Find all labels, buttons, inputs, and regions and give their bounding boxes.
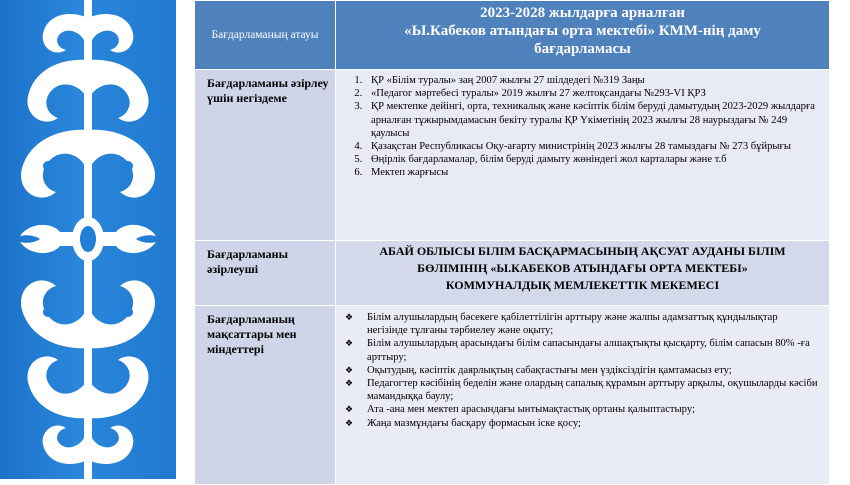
basis-content (336, 70, 830, 241)
goal-item (343, 417, 820, 430)
program-title-line2: «Ы.Кабеков атындағы орта мектебі» КММ-нің даму (404, 23, 761, 39)
basis-list (337, 71, 828, 186)
developer-line2: БӨЛІМІНІҢ «Ы.КАБЕКОВ АТЫНДАҒЫ ОРТА МЕКТЕБІ» (417, 261, 748, 275)
diamond-bullet-icon: ❖ (345, 338, 354, 349)
diamond-bullet-icon: ❖ (345, 312, 354, 322)
goals-list (337, 307, 828, 436)
header-label-cell: Бағдарламаның атауы (195, 1, 336, 70)
kazakh-ornament-icon (0, 0, 176, 479)
basis-item: 3. ҚР мектепке дейінгі, орта, техникалық және кәсіптік білім беруді дамытудың 2023-2029 жылдарға арналған тұжырымдамасын бекіту туралы ҚР Үкіметінің 2023 жылғы 28 наурыздағы № 249 қаулысы (365, 100, 820, 140)
goal-item (343, 403, 820, 416)
table-header-row (195, 1, 830, 70)
goals-label: Бағдарламаның мақсаттары мен міндеттері (195, 306, 336, 485)
ornament-panel (0, 0, 176, 479)
basis-item: 5. Өңірлік бағдарламалар, білім беруді дамыту жөніндегі жол карталары және т.б (365, 153, 820, 166)
program-title-line3: бағдарламасы (534, 41, 631, 57)
diamond-bullet-icon: ❖ (345, 417, 354, 428)
goal-text: Білім алушылардың бәсекеге қабілеттілігін арттыру және жалпы адамзаттық құндылықтар негізінде тұлғаны тәрбиелеу және оқыту; (367, 312, 778, 337)
basis-row (195, 70, 830, 241)
goals-content (336, 306, 830, 485)
program-title-line1: 2023-2028 жылдарға арналған (480, 5, 685, 21)
program-table (194, 0, 830, 479)
developer-line3: КОММУНАЛДЫҚ МЕМЛЕКЕТТІК МЕКЕМЕСІ (445, 278, 720, 292)
developer-line1: АБАЙ ОБЛЫСЫ БІЛІМ БАСҚАРМАСЫНЫҢ АҚСУАТ АУДАНЫ БІЛІМ (379, 244, 786, 258)
basis-item: 2. «Педагог мәртебесі туралы» 2019 жылғы 27 желтоқсандағы №293-VI ҚРЗ (365, 87, 820, 100)
basis-item: 6. Мектеп жарғысы (365, 166, 820, 179)
goal-text: Педагогтер кәсібінің беделін және олардың сапалық құрамын арттыру арқылы, оқушыларды кәсіби мамандыққа баулу; (367, 378, 818, 403)
goal-text: Жаңа мазмұндағы басқару формасын іске қосу; (367, 417, 581, 429)
diamond-bullet-icon: ❖ (345, 378, 354, 389)
developer-content (336, 241, 830, 306)
developer-label: Бағдарламаны әзірлеуші (195, 241, 336, 306)
goals-row (195, 306, 830, 485)
goal-item (343, 364, 820, 377)
basis-item: 1. ҚР «Білім туралы» заң 2007 жылғы 27 шілдедегі №319 Заңы (365, 74, 820, 87)
diamond-bullet-icon: ❖ (345, 404, 354, 415)
goal-item (343, 311, 820, 337)
program-title-cell (336, 1, 830, 70)
goal-text: Ата -ана мен мектеп арасындағы ынтымақтастық ортаны қалыптастыру; (367, 404, 695, 416)
goal-text: Оқытудың, кәсіптік даярлықтың сабақтастығы мен үздіксіздігін қамтамасыз ету; (367, 364, 732, 376)
developer-row (195, 241, 830, 306)
basis-label: Бағдарламаны әзірлеу үшін негіздеме (195, 70, 336, 241)
goal-item (343, 377, 820, 403)
goal-text: Білім алушылардың арасындағы білім сапасындағы алшақтықты қысқарту, білім сапасын 80% -ға арттыру; (367, 338, 810, 363)
diamond-bullet-icon: ❖ (345, 364, 354, 375)
basis-item: 4. Қазақстан Республикасы Оқу-ағарту министрінің 2023 жылғы 28 тамыздағы № 273 бұйрығы (365, 140, 820, 153)
goal-item (343, 337, 820, 363)
